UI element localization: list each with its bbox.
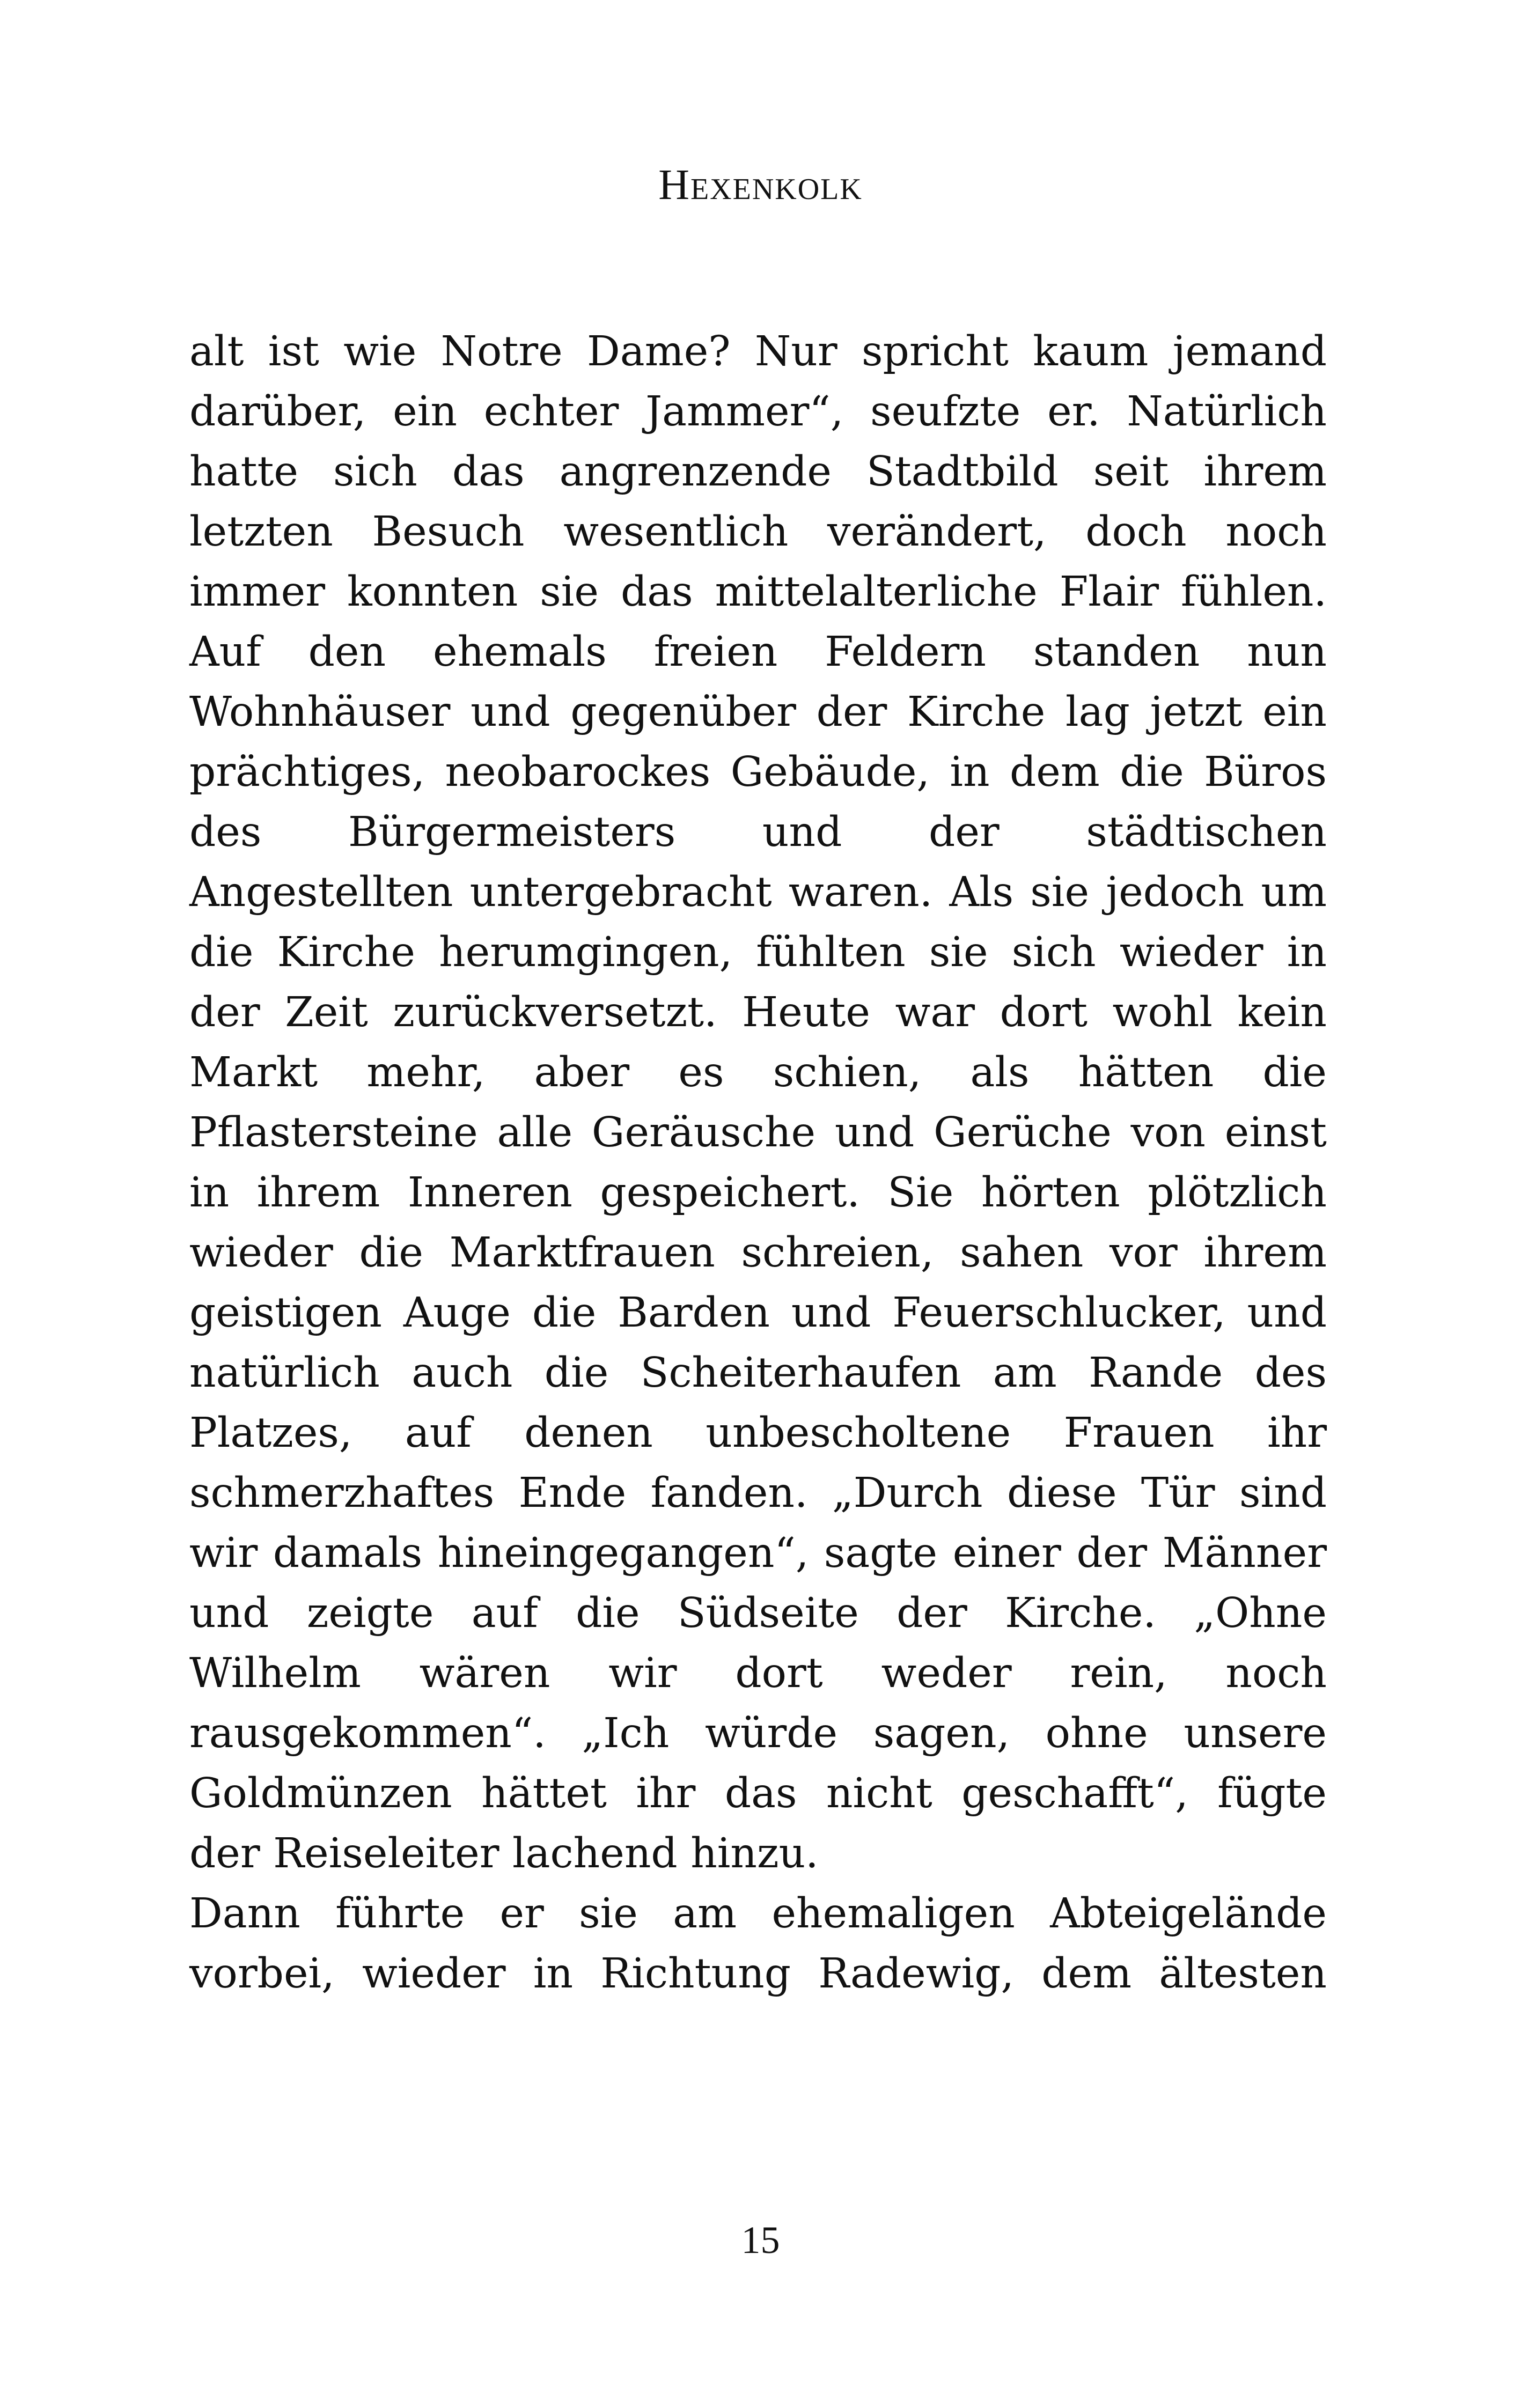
text-line: rausgekommen“. „Ich würde sagen, ohne unsere xyxy=(189,1710,1327,1757)
page-number: 15 xyxy=(741,2219,780,2262)
text-line: Dann führte er sie am ehemaligen Abteigelände xyxy=(189,1890,1327,1938)
text-line: hatte sich das angrenzende Stadtbild seit ihrem xyxy=(189,448,1327,496)
body-text xyxy=(189,322,1327,2004)
text-line: des Bürgermeisters und der städtischen xyxy=(189,808,1327,856)
text-line: Markt mehr, aber es schien, als hätten die xyxy=(189,1049,1327,1096)
text-line: und zeigte auf die Südseite der Kirche. „Ohne xyxy=(189,1589,1327,1637)
text-line: alt ist wie Notre Dame? Nur spricht kaum jemand xyxy=(189,328,1327,375)
text-line: Wohnhäuser und gegenüber der Kirche lag jetzt ein xyxy=(189,688,1327,736)
text-line: wieder die Marktfrauen schreien, sahen vor ihrem xyxy=(189,1229,1327,1277)
text-line: Platzes, auf denen unbescholtene Frauen ihr xyxy=(189,1409,1327,1457)
text-line: die Kirche herumgingen, fühlten sie sich wieder in xyxy=(189,929,1327,976)
text-line: Angestellten untergebracht waren. Als sie jedoch um xyxy=(189,868,1327,916)
text-line: wir damals hineingegangen“, sagte einer der Männer xyxy=(189,1529,1327,1577)
text-line: Auf den ehemals freien Feldern standen nun xyxy=(189,628,1327,676)
text-line: letzten Besuch wesentlich verändert, doch noch xyxy=(189,508,1327,556)
text-line: vorbei, wieder in Richtung Radewig, dem ältesten xyxy=(189,1950,1327,1998)
text-line: der Zeit zurückversetzt. Heute war dort wohl kein xyxy=(189,989,1327,1036)
running-head-title: Hexenkolk xyxy=(658,161,863,209)
text-line: Goldmünzen hättet ihr das nicht geschafft“, fügte xyxy=(189,1770,1327,1817)
paragraph-end-line: der Reiseleiter lachend hinzu. xyxy=(189,1830,819,1877)
text-line: immer konnten sie das mittelalterliche Flair fühlen. xyxy=(189,568,1327,616)
text-line: prächtiges, neobarockes Gebäude, in dem die Büros xyxy=(189,748,1327,796)
text-line: schmerzhaftes Ende fanden. „Durch diese Tür sind xyxy=(189,1469,1327,1517)
text-line: natürlich auch die Scheiterhaufen am Rande des xyxy=(189,1349,1327,1397)
text-line: Pflastersteine alle Geräusche und Gerüche von einst xyxy=(189,1109,1327,1157)
text-line: darüber, ein echter Jammer“, seufzte er. Natürlich xyxy=(189,388,1327,436)
text-line: in ihrem Inneren gespeichert. Sie hörten plötzlich xyxy=(189,1169,1327,1217)
text-line: Wilhelm wären wir dort weder rein, noch xyxy=(189,1649,1327,1697)
text-line: geistigen Auge die Barden und Feuerschlucker, und xyxy=(189,1289,1327,1337)
